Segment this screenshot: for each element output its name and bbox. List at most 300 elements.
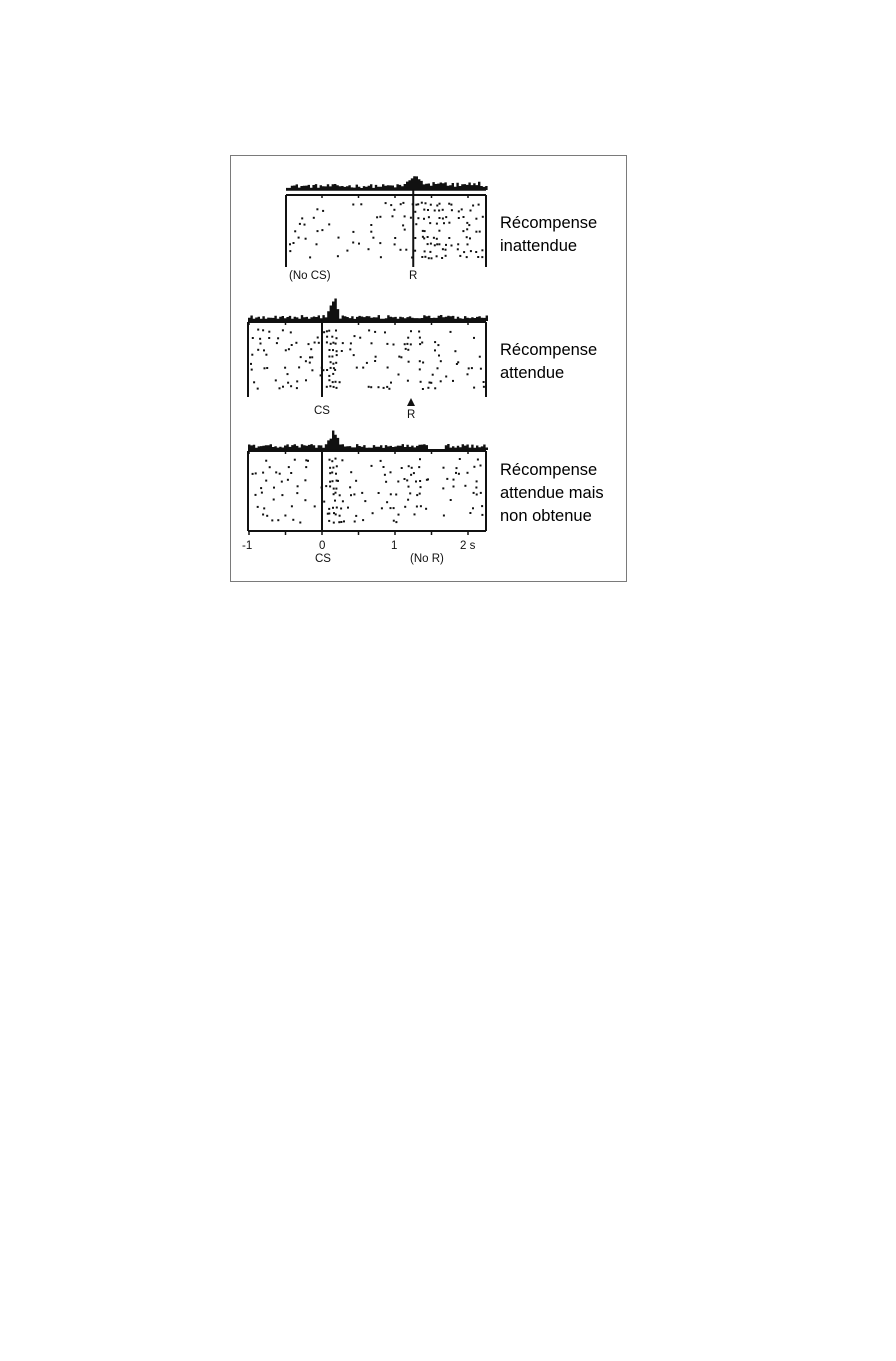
spike-dot (398, 374, 400, 376)
spike-dot (388, 388, 390, 390)
spike-dot (430, 382, 432, 384)
spike-dot (482, 216, 484, 218)
spike-dot (443, 222, 445, 224)
spike-dot (352, 204, 354, 206)
spike-dot (432, 374, 434, 376)
spike-dot (368, 248, 370, 250)
spike-dot (279, 387, 281, 389)
spike-dot (257, 349, 259, 351)
spike-dot (262, 329, 264, 331)
spike-dot (404, 229, 406, 231)
spike-dot (407, 499, 409, 501)
spike-dot (374, 360, 376, 362)
spike-dot (439, 217, 441, 219)
spike-dot (380, 460, 382, 462)
spike-dot (362, 519, 364, 521)
spike-dot (349, 486, 351, 488)
spike-dot (461, 208, 463, 210)
spike-dot (472, 507, 474, 509)
spike-dot (468, 367, 470, 369)
spike-dot (266, 367, 268, 369)
spike-dot (288, 348, 290, 350)
spike-dot (336, 387, 338, 389)
caption-unexpected-reward (500, 212, 620, 258)
spike-dot (467, 373, 469, 375)
spike-dot (341, 459, 343, 461)
spike-dot (293, 242, 295, 244)
spike-dot (421, 202, 423, 204)
spike-dot (287, 373, 289, 375)
spike-dot (448, 237, 450, 239)
spike-dot (296, 380, 298, 382)
spike-dot (410, 343, 412, 345)
spike-dot (301, 217, 303, 219)
spike-dot (457, 248, 459, 250)
spike-dot (404, 215, 406, 217)
spike-dot (422, 230, 424, 232)
spike-dot (321, 367, 323, 369)
reward-arrow-marker (407, 398, 415, 406)
spike-dot (393, 520, 395, 522)
spike-dot (394, 237, 396, 239)
spike-dot (419, 360, 421, 362)
spike-dot (415, 223, 417, 225)
spike-dot (445, 249, 447, 251)
spike-dot (309, 256, 311, 258)
spike-dot (349, 348, 351, 350)
spike-dot (424, 230, 426, 232)
spike-dot (255, 494, 257, 496)
spike-dot (480, 492, 482, 494)
spike-dot (329, 472, 331, 474)
spike-dot (295, 342, 297, 344)
spike-dot (415, 481, 417, 483)
spike-dot (467, 243, 469, 245)
spike-dot (260, 487, 262, 489)
spike-dot (392, 215, 394, 217)
spike-dot (422, 362, 424, 364)
spike-dot (427, 387, 429, 389)
spike-dot (430, 204, 432, 206)
spike-dot (251, 369, 253, 371)
spike-dot (294, 459, 296, 461)
spike-dot (438, 355, 440, 357)
spike-dot (425, 202, 427, 204)
spike-dot (354, 335, 356, 337)
spike-dot (323, 501, 325, 503)
spike-dot (273, 499, 275, 501)
spike-dot (411, 467, 413, 469)
spike-dot (287, 382, 289, 384)
spike-dot (412, 203, 414, 205)
spike-dot (334, 500, 336, 502)
spike-dot (414, 513, 416, 515)
spike-dot (339, 494, 341, 496)
spike-dot (481, 256, 483, 258)
spike-dot (411, 257, 413, 259)
spike-dot (288, 466, 290, 468)
spike-dot (332, 480, 334, 482)
spike-dot (469, 237, 471, 239)
spike-dot (353, 493, 355, 495)
spike-dot (372, 512, 374, 514)
spike-dot (480, 465, 482, 467)
spike-dot (318, 342, 320, 344)
spike-dot (276, 342, 278, 344)
spike-dot (423, 237, 425, 239)
spike-dot (281, 481, 283, 483)
caption-line: Récompense (500, 341, 598, 359)
spike-dot (387, 367, 389, 369)
spike-dot (385, 202, 387, 204)
spike-dot (335, 473, 337, 475)
spike-dot (481, 249, 483, 251)
spike-dot (320, 374, 322, 376)
spike-dot (433, 237, 435, 239)
reward-label-panel2: R (407, 409, 416, 421)
spike-dot (436, 205, 438, 207)
spike-dot (343, 520, 345, 522)
spike-dot (326, 341, 328, 343)
spike-dot (405, 249, 407, 251)
spike-dot (414, 211, 416, 213)
spike-dot (404, 506, 406, 508)
spike-dot (260, 343, 262, 345)
spike-dot (437, 344, 439, 346)
spike-dot (271, 519, 273, 521)
spike-dot (366, 362, 368, 364)
spike-dot (386, 343, 388, 345)
spike-dot (440, 380, 442, 382)
spike-dot (291, 505, 293, 507)
spike-dot (404, 478, 406, 480)
spike-dot (402, 202, 404, 204)
spike-dot (455, 472, 457, 474)
spike-dot (450, 499, 452, 501)
caption-line: non obtenue (500, 507, 592, 525)
spike-dot (326, 386, 328, 388)
caption-line: attendue (500, 364, 565, 382)
spike-dot (333, 386, 335, 388)
spike-dot (269, 466, 271, 468)
no-reward-label: (No R) (410, 553, 444, 565)
tick-label-0: 0 (319, 540, 326, 552)
spike-dot (252, 337, 254, 339)
spike-dot (342, 342, 344, 344)
spike-dot (333, 522, 335, 524)
spike-dot (473, 492, 475, 494)
spike-dot (475, 487, 477, 489)
spike-dot (475, 218, 477, 220)
spike-dot (475, 231, 477, 233)
caption-line: inattendue (500, 237, 578, 255)
spike-dot (268, 337, 270, 339)
spike-dot (417, 217, 419, 219)
spike-dot (329, 385, 331, 387)
spike-dot (398, 514, 400, 516)
spike-dot (316, 208, 318, 210)
tick-label-minus1: -1 (242, 540, 253, 552)
spike-dot (452, 380, 454, 382)
spike-dot (453, 486, 455, 488)
spike-dot (332, 507, 334, 509)
spike-dot (453, 479, 455, 481)
spike-dot (338, 521, 340, 523)
psth-histogram (286, 176, 488, 190)
spike-dot (427, 478, 429, 480)
spike-dot (277, 337, 279, 339)
spike-dot (478, 204, 480, 206)
spike-dot (287, 479, 289, 481)
spike-dot (253, 381, 255, 383)
spike-dot (263, 507, 265, 509)
spike-dot (400, 356, 402, 358)
spike-dot (422, 388, 424, 390)
spike-dot (445, 255, 447, 257)
spike-dot (289, 250, 291, 252)
spike-dot (311, 356, 313, 358)
spike-dot (394, 243, 396, 245)
spike-dot (408, 465, 410, 467)
spike-dot (414, 250, 416, 252)
spike-dot (390, 493, 392, 495)
spike-dot (282, 329, 284, 331)
spike-dot (326, 330, 328, 332)
spike-dot (459, 458, 461, 460)
spike-dot (424, 256, 426, 258)
spike-dot (340, 521, 342, 523)
spike-dot (469, 512, 471, 514)
spike-dot (273, 487, 275, 489)
spike-dot (346, 250, 348, 252)
spike-dot (299, 223, 301, 225)
spike-dot (443, 467, 445, 469)
spike-dot (477, 256, 479, 258)
spike-dot (368, 386, 370, 388)
caption-line: Récompense (500, 214, 598, 232)
spike-dot (400, 203, 402, 205)
spike-dot (438, 210, 440, 212)
spike-dot (440, 360, 442, 362)
spike-dot (289, 243, 291, 245)
spike-dot (352, 231, 354, 233)
caption-line: Récompense (500, 461, 598, 479)
spike-dot (462, 230, 464, 232)
spike-dot (439, 203, 441, 205)
spike-dot (311, 369, 313, 371)
spike-dot (424, 250, 426, 252)
spike-dot (299, 522, 301, 524)
spike-dot (466, 228, 468, 230)
spike-dot (336, 507, 338, 509)
spike-dot (390, 471, 392, 473)
spike-dot (393, 344, 395, 346)
spike-dot (397, 481, 399, 483)
spike-dot (410, 217, 412, 219)
spike-dot (416, 506, 418, 508)
spike-dot (476, 494, 478, 496)
spike-dot (448, 222, 450, 224)
spike-dot (454, 350, 456, 352)
spike-dot (329, 459, 331, 461)
spike-dot (361, 492, 363, 494)
panel-expected-reward (248, 299, 488, 398)
spike-dot (322, 210, 324, 212)
spike-dot (446, 478, 448, 480)
spike-dot (282, 386, 284, 388)
spike-dot (371, 465, 373, 467)
spike-dot (383, 387, 385, 389)
spike-dot (356, 367, 358, 369)
spike-dot (328, 520, 330, 522)
spike-dot (336, 350, 338, 352)
spike-dot (340, 508, 342, 510)
spike-dot (402, 224, 404, 226)
caption-expected-reward (500, 339, 620, 385)
spike-dot (458, 217, 460, 219)
spike-dot (310, 348, 312, 350)
spike-dot (428, 216, 430, 218)
spike-dot (445, 244, 447, 246)
spike-dot (331, 356, 333, 358)
spike-dot (333, 493, 335, 495)
spike-dot (251, 354, 253, 356)
spike-dot (257, 506, 259, 508)
spike-dot (335, 488, 337, 490)
spike-dot (450, 204, 452, 206)
spike-dot (470, 250, 472, 252)
spike-dot (401, 467, 403, 469)
spike-dot (419, 343, 421, 345)
spike-dot (434, 349, 436, 351)
spike-dot (374, 331, 376, 333)
psth-histogram (248, 299, 488, 322)
spike-dot (332, 349, 334, 351)
spike-dot (410, 474, 412, 476)
spike-dot (336, 337, 338, 339)
spike-dot (335, 492, 337, 494)
spike-dot (419, 368, 421, 370)
spike-dot (431, 257, 433, 259)
spike-dot (368, 329, 370, 331)
spike-dot (395, 521, 397, 523)
spike-dot (386, 386, 388, 388)
spike-dot (250, 363, 252, 365)
spike-dot (457, 361, 459, 363)
spike-dot (360, 203, 362, 205)
spike-dot (471, 367, 473, 369)
spike-dot (355, 480, 357, 482)
spike-dot (325, 485, 327, 487)
spike-dot (285, 349, 287, 351)
spike-dot (442, 248, 444, 250)
spike-dot (370, 386, 372, 388)
spike-dot (416, 494, 418, 496)
spike-dot (341, 350, 343, 352)
spike-dot (332, 467, 334, 469)
spike-dot (458, 473, 460, 475)
spike-dot (473, 337, 475, 339)
spike-dot (406, 479, 408, 481)
spike-dot (334, 369, 336, 371)
spike-dot (352, 242, 354, 244)
spike-dot (390, 507, 392, 509)
spike-dot (429, 222, 431, 224)
spike-dot (314, 505, 316, 507)
spike-dot (317, 230, 319, 232)
spike-dot (290, 385, 292, 387)
panel-omitted-reward (248, 431, 488, 536)
spike-dot (390, 204, 392, 206)
spike-dot (463, 216, 465, 218)
spike-dot (477, 459, 479, 461)
no-cs-label: (No CS) (289, 270, 331, 282)
spike-dot (330, 367, 332, 369)
spike-dot (479, 231, 481, 233)
spike-dot (284, 515, 286, 517)
spike-dot (355, 515, 357, 517)
spike-dot (481, 514, 483, 516)
spike-dot (323, 331, 325, 333)
tick-label-2s: 2 s (460, 540, 476, 552)
spike-dot (337, 255, 339, 257)
spike-dot (476, 480, 478, 482)
spike-dot (359, 337, 361, 339)
spike-dot (400, 249, 402, 251)
spike-dot (307, 460, 309, 462)
spike-dot (265, 354, 267, 356)
spike-dot (418, 466, 420, 468)
spike-dot (434, 387, 436, 389)
spike-dot (483, 386, 485, 388)
caption-omitted-reward (500, 459, 620, 528)
spike-dot (335, 343, 337, 345)
spike-dot (481, 505, 483, 507)
spike-dot (304, 224, 306, 226)
spike-dot (378, 386, 380, 388)
spike-dot (298, 366, 300, 368)
spike-dot (328, 330, 330, 332)
spike-dot (364, 500, 366, 502)
spike-dot (421, 342, 423, 344)
spike-dot (445, 376, 447, 378)
spike-dot (383, 466, 385, 468)
spike-dot (417, 203, 419, 205)
spike-dot (309, 362, 311, 364)
spike-dot (463, 251, 465, 253)
spike-dot (304, 479, 306, 481)
spike-dot (442, 209, 444, 211)
spike-dot (332, 363, 334, 365)
spike-dot (420, 486, 422, 488)
spike-dot (473, 387, 475, 389)
spike-dot (483, 381, 485, 383)
spike-dot (350, 494, 352, 496)
spike-dot (279, 473, 281, 475)
spike-dot (390, 382, 392, 384)
spike-dot (466, 236, 468, 238)
spike-dot (380, 256, 382, 258)
spike-dot (261, 492, 263, 494)
spike-dot (408, 361, 410, 363)
spike-dot (266, 515, 268, 517)
spike-dot (413, 472, 415, 474)
spike-dot (296, 492, 298, 494)
spike-dot (379, 242, 381, 244)
spike-dot (419, 337, 421, 339)
spike-dot (330, 343, 332, 345)
spike-dot (350, 342, 352, 344)
